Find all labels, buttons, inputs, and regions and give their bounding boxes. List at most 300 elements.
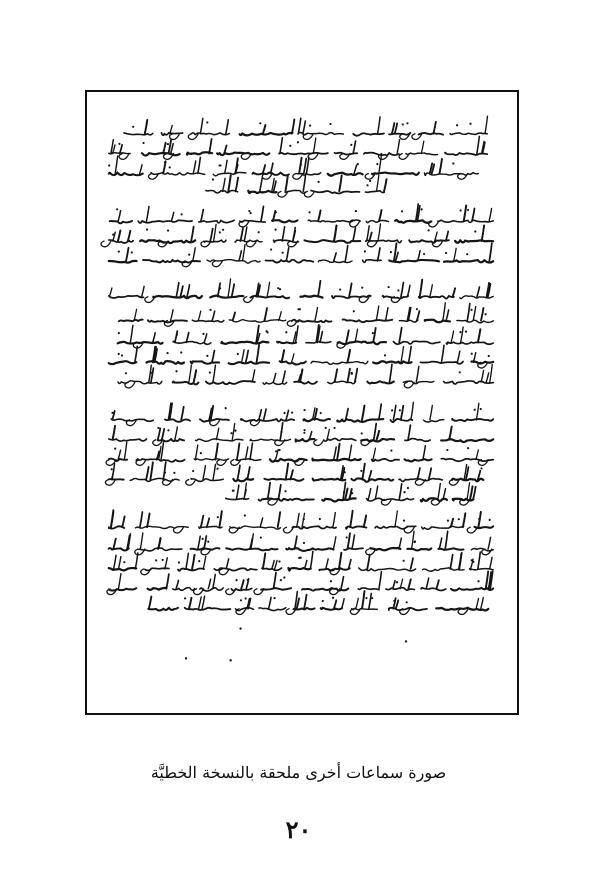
handwriting-dot bbox=[151, 372, 153, 374]
handwriting-dot bbox=[390, 251, 392, 253]
handwriting-stroke bbox=[320, 332, 322, 343]
handwriting-stroke bbox=[463, 513, 465, 527]
handwriting-stroke bbox=[430, 285, 432, 297]
handwriting-dot bbox=[219, 287, 221, 289]
handwriting-stroke bbox=[489, 243, 491, 260]
handwriting-dot bbox=[155, 559, 157, 561]
handwriting-stroke bbox=[353, 141, 355, 154]
handwriting-stroke bbox=[369, 593, 371, 608]
handwriting-stroke bbox=[203, 556, 205, 569]
handwriting-stroke bbox=[411, 402, 413, 420]
handwriting-stroke bbox=[240, 228, 242, 241]
handwriting-dot bbox=[469, 123, 471, 125]
handwriting-stroke bbox=[189, 365, 191, 382]
handwriting-stroke bbox=[339, 175, 341, 191]
handwriting-stroke bbox=[334, 600, 336, 608]
handwriting-dot bbox=[270, 248, 272, 250]
handwriting-stroke bbox=[321, 608, 342, 610]
handwriting-stroke bbox=[233, 479, 253, 482]
handwriting-stroke bbox=[273, 373, 275, 382]
handwriting-stroke bbox=[286, 463, 288, 479]
handwriting-stroke bbox=[219, 569, 229, 575]
handwriting-stroke bbox=[373, 328, 375, 342]
handwriting-dot bbox=[478, 518, 480, 520]
handwriting-stroke bbox=[385, 308, 387, 321]
handwriting-stroke bbox=[210, 296, 243, 298]
handwriting-stroke bbox=[379, 210, 381, 221]
handwriting-stroke bbox=[245, 447, 247, 460]
handwriting-stroke bbox=[393, 598, 395, 609]
handwriting-stroke bbox=[416, 367, 418, 383]
handwriting-stroke bbox=[302, 513, 304, 527]
handwriting-stroke bbox=[367, 498, 414, 501]
handwriting-stroke bbox=[304, 159, 306, 174]
handwriting-stroke bbox=[303, 121, 305, 134]
handwriting-dot bbox=[416, 308, 418, 310]
handwriting-dot bbox=[452, 162, 454, 164]
handwriting-dot bbox=[209, 309, 211, 311]
handwriting-dot bbox=[280, 579, 282, 581]
handwriting-dot bbox=[371, 597, 373, 599]
handwriting-stroke bbox=[341, 577, 343, 589]
handwriting-stroke bbox=[372, 459, 399, 461]
handwriting-stroke bbox=[392, 123, 394, 134]
handwriting-stroke bbox=[347, 351, 349, 363]
handwriting-stroke bbox=[275, 560, 277, 568]
handwriting-stroke bbox=[212, 311, 214, 320]
handwriting-stroke bbox=[300, 296, 322, 298]
handwriting-stroke bbox=[210, 229, 212, 241]
handwriting-stroke bbox=[421, 588, 446, 591]
handwriting-stroke bbox=[353, 228, 355, 241]
handwriting-stroke bbox=[407, 285, 409, 296]
handwriting-dot bbox=[470, 309, 472, 311]
handwriting-stroke bbox=[373, 448, 375, 459]
handwriting-dot bbox=[180, 351, 182, 353]
handwriting-stroke bbox=[436, 580, 438, 589]
handwriting-stroke bbox=[334, 225, 336, 241]
handwriting-dot bbox=[167, 229, 169, 231]
handwriting-stroke bbox=[286, 410, 288, 420]
handwriting-dot bbox=[446, 449, 448, 451]
handwriting-stroke bbox=[280, 361, 306, 364]
handwriting-stroke bbox=[191, 361, 219, 363]
handwriting-stroke bbox=[377, 248, 379, 261]
handwriting-dot bbox=[361, 432, 363, 434]
handwriting-stroke bbox=[122, 516, 124, 527]
handwriting-dot bbox=[303, 518, 305, 520]
handwriting-stroke bbox=[148, 588, 167, 590]
handwriting-stroke bbox=[244, 227, 246, 241]
handwriting-dot bbox=[240, 599, 242, 601]
handwriting-stroke bbox=[297, 513, 299, 527]
handwriting-stroke bbox=[230, 526, 281, 529]
handwriting-dot bbox=[308, 211, 310, 213]
handwriting-dot bbox=[260, 536, 262, 538]
handwriting-stroke bbox=[399, 479, 442, 482]
handwriting-stroke bbox=[356, 598, 358, 608]
handwriting-dot bbox=[275, 450, 277, 452]
handwriting-dot bbox=[372, 332, 374, 334]
handwriting-stroke bbox=[319, 568, 350, 571]
handwriting-stroke bbox=[404, 527, 414, 533]
handwriting-stroke bbox=[178, 569, 204, 571]
handwriting-dot bbox=[300, 164, 302, 166]
handwriting-stroke bbox=[109, 548, 129, 550]
handwriting-stroke bbox=[114, 555, 116, 569]
manuscript-image-frame bbox=[85, 90, 519, 715]
handwriting-stroke bbox=[332, 296, 371, 299]
handwriting-stroke bbox=[191, 227, 193, 241]
handwriting-stroke bbox=[383, 296, 409, 299]
handwriting-stroke bbox=[282, 350, 284, 362]
handwriting-stroke bbox=[441, 345, 443, 362]
handwriting-stroke bbox=[450, 555, 452, 569]
handwriting-stroke bbox=[291, 354, 293, 362]
handwriting-stroke bbox=[401, 282, 403, 296]
handwriting-dot bbox=[396, 581, 398, 583]
handwriting-stroke bbox=[111, 419, 153, 421]
manuscript-handwriting-image bbox=[87, 92, 517, 713]
scan-speck bbox=[185, 657, 187, 659]
handwriting-dot bbox=[397, 289, 399, 291]
handwriting-stroke bbox=[422, 526, 464, 529]
handwriting-stroke bbox=[417, 311, 419, 320]
handwriting-stroke bbox=[424, 420, 444, 422]
handwriting-dot bbox=[230, 432, 232, 434]
handwriting-stroke bbox=[236, 459, 261, 461]
handwriting-stroke bbox=[176, 283, 178, 297]
handwriting-dot bbox=[388, 286, 390, 288]
handwriting-dot bbox=[458, 518, 460, 520]
handwriting-stroke bbox=[210, 420, 220, 426]
handwriting-dot bbox=[118, 332, 120, 334]
handwriting-stroke bbox=[412, 531, 414, 549]
handwriting-stroke bbox=[489, 208, 491, 221]
handwriting-stroke bbox=[423, 446, 425, 460]
handwriting-stroke bbox=[228, 175, 230, 191]
handwriting-stroke bbox=[429, 468, 431, 479]
handwriting-stroke bbox=[395, 511, 397, 527]
handwriting-stroke bbox=[318, 210, 320, 221]
handwriting-stroke bbox=[292, 526, 336, 529]
handwriting-dot bbox=[343, 491, 345, 493]
handwriting-stroke bbox=[482, 225, 484, 241]
handwriting-stroke bbox=[130, 325, 132, 342]
handwriting-stroke bbox=[225, 160, 227, 173]
handwriting-dot bbox=[325, 427, 327, 429]
handwriting-stroke bbox=[426, 578, 428, 589]
handwriting-dot bbox=[111, 412, 113, 414]
handwriting-stroke bbox=[241, 580, 243, 589]
handwriting-dot bbox=[280, 431, 282, 433]
handwriting-stroke bbox=[445, 531, 447, 549]
handwriting-dot bbox=[399, 409, 401, 411]
handwriting-stroke bbox=[119, 154, 129, 160]
handwriting-stroke bbox=[200, 118, 202, 133]
handwriting-stroke bbox=[304, 595, 306, 609]
handwriting-stroke bbox=[269, 597, 271, 608]
handwriting-stroke bbox=[149, 597, 151, 609]
handwriting-stroke bbox=[351, 478, 393, 481]
handwriting-dot bbox=[365, 597, 367, 599]
handwriting-dot bbox=[301, 370, 303, 372]
handwriting-stroke bbox=[198, 536, 200, 549]
handwriting-stroke bbox=[110, 221, 132, 223]
handwriting-stroke bbox=[204, 334, 206, 342]
handwriting-dot bbox=[364, 250, 366, 252]
handwriting-stroke bbox=[438, 484, 440, 500]
handwriting-stroke bbox=[214, 224, 216, 241]
handwriting-dot bbox=[303, 429, 305, 431]
handwriting-stroke bbox=[446, 310, 448, 321]
handwriting-dot bbox=[118, 353, 120, 355]
handwriting-stroke bbox=[451, 588, 493, 591]
page-number: ٢٠ bbox=[285, 815, 312, 844]
scan-speck bbox=[405, 640, 407, 642]
handwriting-stroke bbox=[239, 251, 241, 261]
handwriting-stroke bbox=[441, 459, 493, 462]
handwriting-dot bbox=[351, 492, 353, 494]
handwriting-dot bbox=[237, 353, 239, 355]
handwriting-dot bbox=[317, 181, 319, 183]
handwriting-stroke bbox=[145, 120, 147, 134]
handwriting-stroke bbox=[467, 304, 469, 321]
handwriting-stroke bbox=[153, 296, 202, 298]
handwriting-dot bbox=[108, 164, 110, 166]
handwriting-stroke bbox=[328, 173, 363, 176]
handwriting-stroke bbox=[430, 405, 432, 419]
handwriting-stroke bbox=[203, 466, 205, 480]
handwriting-stroke bbox=[378, 117, 380, 134]
handwriting-stroke bbox=[358, 588, 379, 590]
handwriting-dot bbox=[173, 472, 175, 474]
handwriting-stroke bbox=[347, 533, 349, 549]
handwriting-stroke bbox=[176, 580, 178, 588]
handwriting-stroke bbox=[303, 419, 329, 422]
handwriting-stroke bbox=[188, 134, 198, 140]
handwriting-stroke bbox=[213, 172, 246, 175]
handwriting-dot bbox=[278, 560, 280, 562]
handwriting-stroke bbox=[366, 191, 385, 193]
handwriting-dot bbox=[369, 180, 371, 182]
handwriting-stroke bbox=[171, 212, 173, 221]
handwriting-dot bbox=[207, 541, 209, 543]
handwriting-stroke bbox=[335, 369, 337, 382]
handwriting-stroke bbox=[213, 574, 215, 588]
handwriting-stroke bbox=[359, 297, 369, 303]
handwriting-stroke bbox=[486, 572, 488, 589]
handwriting-stroke bbox=[376, 175, 378, 191]
handwriting-dot bbox=[361, 287, 363, 289]
handwriting-stroke bbox=[233, 312, 235, 320]
handwriting-dot bbox=[184, 597, 186, 599]
handwriting-stroke bbox=[481, 308, 483, 321]
handwriting-stroke bbox=[153, 333, 155, 343]
handwriting-dot bbox=[206, 355, 208, 357]
handwriting-stroke bbox=[199, 597, 201, 609]
handwriting-stroke bbox=[194, 459, 229, 460]
handwriting-stroke bbox=[198, 157, 200, 173]
handwriting-stroke bbox=[242, 245, 244, 261]
handwriting-stroke bbox=[229, 362, 269, 364]
handwriting-stroke bbox=[367, 226, 369, 241]
handwriting-stroke bbox=[146, 467, 148, 480]
handwriting-stroke bbox=[446, 342, 493, 344]
handwriting-dot bbox=[198, 560, 200, 562]
handwriting-stroke bbox=[263, 125, 265, 134]
handwriting-stroke bbox=[339, 553, 341, 569]
handwriting-stroke bbox=[242, 350, 244, 363]
handwriting-stroke bbox=[135, 553, 137, 569]
handwriting-dot bbox=[178, 561, 180, 563]
handwriting-stroke bbox=[237, 443, 239, 459]
handwriting-stroke bbox=[147, 513, 149, 527]
handwriting-stroke bbox=[142, 286, 144, 296]
handwriting-dot bbox=[303, 542, 305, 544]
handwriting-dot bbox=[164, 471, 166, 473]
handwriting-dot bbox=[176, 334, 178, 336]
handwriting-dot bbox=[291, 411, 293, 413]
handwriting-stroke bbox=[193, 248, 195, 261]
handwriting-stroke bbox=[438, 220, 493, 222]
handwriting-stroke bbox=[259, 608, 286, 611]
handwriting-stroke bbox=[126, 248, 128, 261]
handwriting-stroke bbox=[486, 373, 488, 382]
handwriting-stroke bbox=[457, 320, 493, 323]
handwriting-stroke bbox=[115, 156, 117, 174]
handwriting-stroke bbox=[207, 518, 209, 527]
handwriting-stroke bbox=[226, 548, 277, 550]
handwriting-stroke bbox=[264, 409, 266, 420]
handwriting-stroke bbox=[278, 512, 280, 527]
handwriting-stroke bbox=[226, 120, 228, 134]
handwriting-dot bbox=[390, 449, 392, 451]
handwriting-stroke bbox=[349, 445, 351, 460]
handwriting-stroke bbox=[294, 536, 296, 549]
handwriting-stroke bbox=[286, 248, 288, 261]
handwriting-dot bbox=[142, 142, 144, 144]
handwriting-stroke bbox=[345, 246, 347, 261]
handwriting-dot bbox=[275, 229, 277, 231]
handwriting-stroke bbox=[314, 440, 324, 446]
handwriting-stroke bbox=[310, 551, 312, 569]
handwriting-stroke bbox=[389, 260, 439, 262]
handwriting-stroke bbox=[213, 464, 215, 479]
handwriting-dot bbox=[232, 490, 234, 492]
handwriting-dot bbox=[192, 470, 194, 472]
handwriting-stroke bbox=[228, 279, 230, 297]
handwriting-stroke bbox=[173, 527, 183, 533]
handwriting-dot bbox=[284, 490, 286, 492]
handwriting-stroke bbox=[280, 138, 282, 154]
handwriting-dot bbox=[474, 409, 476, 411]
handwriting-stroke bbox=[401, 406, 403, 420]
handwriting-stroke bbox=[328, 381, 356, 383]
handwriting-stroke bbox=[346, 330, 348, 342]
handwriting-stroke bbox=[438, 548, 463, 549]
handwriting-stroke bbox=[192, 320, 223, 322]
handwriting-dot bbox=[447, 520, 449, 522]
handwriting-dot bbox=[206, 121, 208, 123]
handwriting-stroke bbox=[267, 282, 269, 296]
handwriting-stroke bbox=[236, 178, 238, 192]
handwriting-dot bbox=[355, 210, 357, 212]
handwriting-stroke bbox=[337, 444, 339, 460]
handwriting-dot bbox=[403, 560, 405, 562]
handwriting-dot bbox=[344, 471, 346, 473]
handwriting-stroke bbox=[292, 119, 294, 133]
handwriting-dot bbox=[393, 600, 395, 602]
handwriting-dot bbox=[366, 184, 368, 186]
handwriting-stroke bbox=[169, 134, 179, 140]
handwriting-stroke bbox=[367, 554, 369, 568]
handwriting-stroke bbox=[140, 533, 142, 549]
handwriting-stroke bbox=[311, 361, 368, 364]
handwriting-stroke bbox=[306, 342, 331, 343]
handwriting-dot bbox=[118, 250, 120, 252]
handwriting-stroke bbox=[285, 175, 287, 191]
handwriting-stroke bbox=[134, 309, 136, 320]
handwriting-dot bbox=[459, 209, 461, 211]
handwriting-stroke bbox=[444, 260, 493, 263]
handwriting-dot bbox=[406, 601, 408, 603]
handwriting-dot bbox=[376, 163, 378, 165]
handwriting-dot bbox=[333, 427, 335, 429]
handwriting-stroke bbox=[348, 560, 350, 569]
handwriting-stroke bbox=[191, 548, 220, 550]
handwriting-dot bbox=[274, 597, 276, 599]
handwriting-stroke bbox=[109, 261, 137, 263]
handwriting-stroke bbox=[224, 146, 226, 154]
handwriting-stroke bbox=[313, 138, 315, 154]
handwriting-dot bbox=[132, 126, 134, 128]
handwriting-stroke bbox=[118, 381, 162, 384]
handwriting-dot bbox=[459, 371, 461, 373]
handwriting-dot bbox=[297, 308, 299, 310]
handwriting-stroke bbox=[201, 516, 203, 528]
handwriting-stroke bbox=[204, 240, 226, 242]
handwriting-stroke bbox=[455, 240, 493, 242]
handwriting-dot bbox=[219, 164, 221, 166]
handwriting-stroke bbox=[355, 329, 357, 342]
handwriting-stroke bbox=[109, 173, 143, 176]
handwriting-stroke bbox=[283, 371, 285, 382]
handwriting-stroke bbox=[175, 427, 177, 440]
handwriting-stroke bbox=[187, 285, 189, 297]
handwriting-stroke bbox=[109, 361, 137, 364]
handwriting-stroke bbox=[384, 179, 386, 191]
handwriting-dot bbox=[472, 561, 474, 563]
handwriting-stroke bbox=[405, 459, 432, 461]
handwriting-stroke bbox=[264, 308, 266, 320]
handwriting-stroke bbox=[417, 468, 419, 480]
handwriting-stroke bbox=[109, 288, 111, 297]
handwriting-dot bbox=[309, 125, 311, 127]
handwriting-stroke bbox=[212, 261, 222, 267]
handwriting-dot bbox=[157, 427, 159, 429]
handwriting-stroke bbox=[219, 511, 221, 527]
handwriting-stroke bbox=[240, 133, 293, 135]
handwriting-dot bbox=[266, 331, 268, 333]
handwriting-stroke bbox=[218, 283, 220, 297]
handwriting-stroke bbox=[322, 498, 355, 501]
handwriting-stroke bbox=[260, 518, 262, 527]
handwriting-dot bbox=[112, 233, 114, 235]
handwriting-dot bbox=[275, 211, 277, 213]
handwriting-stroke bbox=[347, 369, 349, 382]
handwriting-stroke bbox=[490, 557, 492, 569]
